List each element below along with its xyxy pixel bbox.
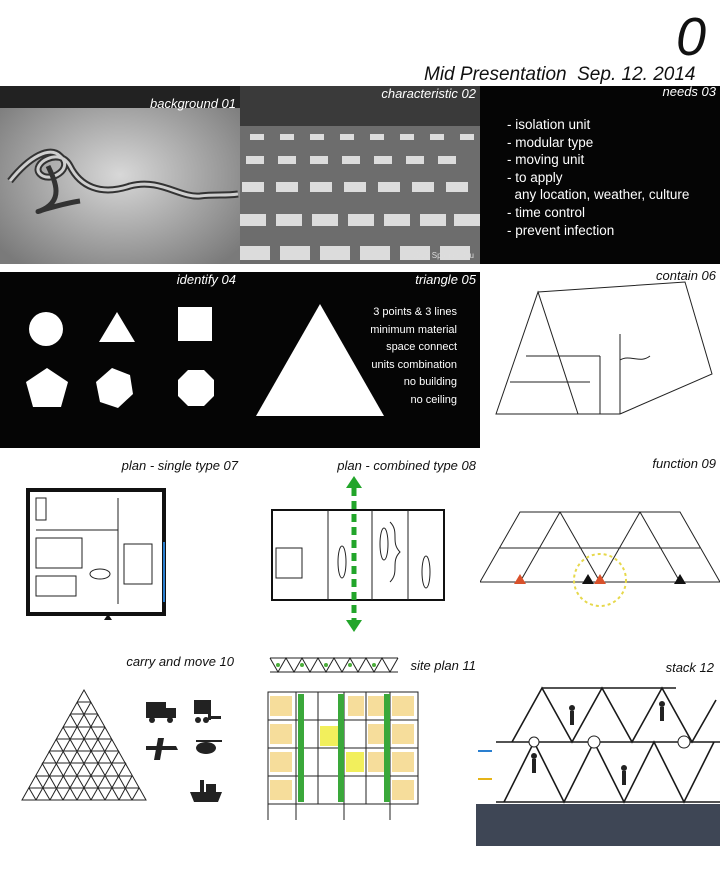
sheet-number: 0 — [676, 7, 707, 67]
list-item: minimum material — [370, 323, 457, 336]
truck-icon — [146, 702, 166, 718]
stack-section-drawing — [476, 656, 720, 846]
panel-title-identify: identify 04 — [176, 272, 236, 287]
site-plan-drawing — [240, 652, 480, 822]
hexagon-shape — [96, 368, 133, 408]
panel-title-contain: contain 06 — [656, 268, 716, 283]
list-item: units combination — [371, 358, 457, 371]
panel-identify — [0, 272, 240, 448]
list-item: no ceiling — [410, 393, 457, 406]
virus-image — [0, 86, 240, 264]
panel-title-plan-combined: plan - combined type 08 — [337, 458, 476, 473]
helicopter-icon — [196, 742, 216, 754]
list-item: no building — [403, 376, 457, 389]
panel-plan-combined — [240, 452, 480, 632]
panel-title-triangle: triangle 05 — [415, 272, 476, 287]
carry-diagram — [0, 652, 240, 812]
triangle-shape — [99, 312, 135, 342]
panel-background — [0, 86, 240, 264]
list-item: - time control — [507, 204, 586, 220]
shapes-illustration — [0, 272, 240, 448]
photo-caption: 1919 Spanish Flu — [411, 251, 474, 260]
list-item: space connect — [386, 341, 457, 354]
hospital-ward-photo — [240, 86, 480, 264]
list-item: 3 points & 3 lines — [373, 306, 457, 318]
panel-title-carry: carry and move 10 — [126, 654, 234, 669]
square-shape — [178, 307, 212, 341]
function-diagram — [480, 452, 720, 632]
list-item: - modular type — [507, 134, 594, 150]
octagon-shape — [178, 370, 214, 406]
list-item: - to apply — [507, 169, 563, 185]
contain-sketch — [480, 264, 720, 448]
needs-list — [507, 116, 689, 239]
panel-title-characteristic: characteristic 02 — [381, 86, 476, 101]
panel-stack — [476, 656, 720, 846]
panel-title-function: function 09 — [652, 456, 716, 471]
panel-title-stack: stack 12 — [665, 660, 714, 675]
panel-function — [480, 452, 720, 632]
panel-site-plan — [240, 652, 480, 822]
list-item: - moving unit — [507, 152, 585, 168]
panel-title-needs: needs 03 — [662, 86, 716, 99]
panel-plan-single — [0, 452, 240, 632]
pentagon-shape — [26, 368, 68, 407]
presentation-subtitle: Mid Presentation Sep. 12. 2014 — [424, 64, 696, 85]
panel-contain — [480, 264, 720, 448]
ship-icon — [190, 792, 222, 802]
plan-combined-drawing — [240, 452, 480, 632]
panel-title-site-plan: site plan 11 — [410, 658, 476, 673]
truck-icon — [166, 708, 176, 718]
circle-shape — [29, 312, 63, 346]
triangle-properties-list — [370, 304, 457, 410]
list-item: - prevent infection — [507, 222, 615, 238]
panel-characteristic — [240, 86, 480, 264]
list-item: - isolation unit — [507, 117, 591, 132]
panel-title-background: background 01 — [149, 96, 236, 111]
panel-carry — [0, 652, 240, 812]
list-item: any location, weather, culture — [507, 187, 690, 203]
forklift-icon — [194, 700, 208, 714]
panel-title-plan-single: plan - single type 07 — [121, 458, 238, 473]
plan-single-drawing — [0, 452, 240, 632]
